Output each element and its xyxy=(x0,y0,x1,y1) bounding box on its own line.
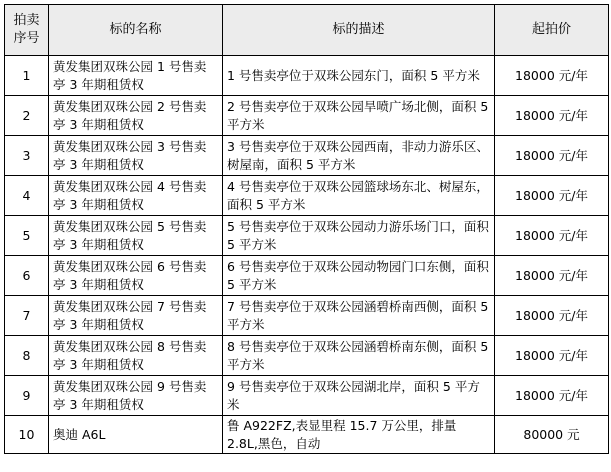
row-name: 黄发集团双珠公园 8 号售卖亭 3 年期租赁权 xyxy=(49,336,223,376)
row-price: 18000 元/年 xyxy=(495,296,609,336)
row-description: 1 号售卖亭位于双珠公园东门，面积 5 平方米 xyxy=(223,56,495,96)
row-name: 黄发集团双珠公园 5 号售卖亭 3 年期租赁权 xyxy=(49,216,223,256)
row-index: 1 xyxy=(5,56,49,96)
row-price: 18000 元/年 xyxy=(495,96,609,136)
row-description: 6 号售卖亭位于双珠公园动物园门口东侧，面积 5 平方米 xyxy=(223,256,495,296)
table-row xyxy=(5,296,609,336)
row-name: 黄发集团双珠公园 7 号售卖亭 3 年期租赁权 xyxy=(49,296,223,336)
row-description: 8 号售卖亭位于双珠公园涵碧桥南东侧，面积 5 平方米 xyxy=(223,336,495,376)
row-name: 黄发集团双珠公园 6 号售卖亭 3 年期租赁权 xyxy=(49,256,223,296)
table-row xyxy=(5,96,609,136)
header-index xyxy=(5,5,49,56)
row-index: 9 xyxy=(5,376,49,416)
row-description: 4 号售卖亭位于双珠公园篮球场东北、树屋东，面积 5 平方米 xyxy=(223,176,495,216)
row-description: 7 号售卖亭位于双珠公园涵碧桥南西侧，面积 5 平方米 xyxy=(223,296,495,336)
row-name: 黄发集团双珠公园 3 号售卖亭 3 年期租赁权 xyxy=(49,136,223,176)
row-price: 18000 元/年 xyxy=(495,336,609,376)
row-index: 8 xyxy=(5,336,49,376)
row-price: 18000 元/年 xyxy=(495,376,609,416)
row-description: 5 号售卖亭位于双珠公园动力游乐场门口，面积 5 平方米 xyxy=(223,216,495,256)
table-row xyxy=(5,376,609,416)
table-row xyxy=(5,176,609,216)
header-price-label: 起拍价 xyxy=(531,22,571,37)
row-price: 18000 元/年 xyxy=(495,56,609,96)
table-row xyxy=(5,216,609,256)
row-description: 鲁 A922FZ,表显里程 15.7 万公里，排量 2.8L,黑色，自动 xyxy=(223,416,495,454)
row-price: 18000 元/年 xyxy=(495,136,609,176)
row-name: 黄发集团双珠公园 1 号售卖亭 3 年期租赁权 xyxy=(49,56,223,96)
row-name: 黄发集团双珠公园 2 号售卖亭 3 年期租赁权 xyxy=(49,96,223,136)
row-index: 4 xyxy=(5,176,49,216)
row-index: 10 xyxy=(5,416,49,454)
row-price: 18000 元/年 xyxy=(495,176,609,216)
header-price xyxy=(495,5,609,56)
table-row xyxy=(5,56,609,96)
header-index-label: 拍卖 序号 xyxy=(13,13,40,46)
header-description-label: 标的描述 xyxy=(332,22,385,37)
row-name: 奥迪 A6L xyxy=(49,416,223,454)
header-description xyxy=(223,5,495,56)
row-index: 6 xyxy=(5,256,49,296)
row-description: 3 号售卖亭位于双珠公园西南，非动力游乐区、树屋南，面积 5 平方米 xyxy=(223,136,495,176)
table-row xyxy=(5,336,609,376)
row-price: 18000 元/年 xyxy=(495,256,609,296)
header-row xyxy=(5,5,609,56)
table-row xyxy=(5,416,609,454)
row-price: 18000 元/年 xyxy=(495,216,609,256)
row-index: 5 xyxy=(5,216,49,256)
row-description: 2 号售卖亭位于双珠公园旱喷广场北侧，面积 5 平方米 xyxy=(223,96,495,136)
row-index: 2 xyxy=(5,96,49,136)
row-name: 黄发集团双珠公园 4 号售卖亭 3 年期租赁权 xyxy=(49,176,223,216)
row-description: 9 号售卖亭位于双珠公园湖北岸，面积 5 平方米 xyxy=(223,376,495,416)
header-name-label: 标的名称 xyxy=(109,22,162,37)
table-row xyxy=(5,136,609,176)
table-row xyxy=(5,256,609,296)
row-index: 3 xyxy=(5,136,49,176)
header-name xyxy=(49,5,223,56)
auction-table xyxy=(4,4,609,454)
row-price: 80000 元 xyxy=(495,416,609,454)
row-name: 黄发集团双珠公园 9 号售卖亭 3 年期租赁权 xyxy=(49,376,223,416)
row-index: 7 xyxy=(5,296,49,336)
